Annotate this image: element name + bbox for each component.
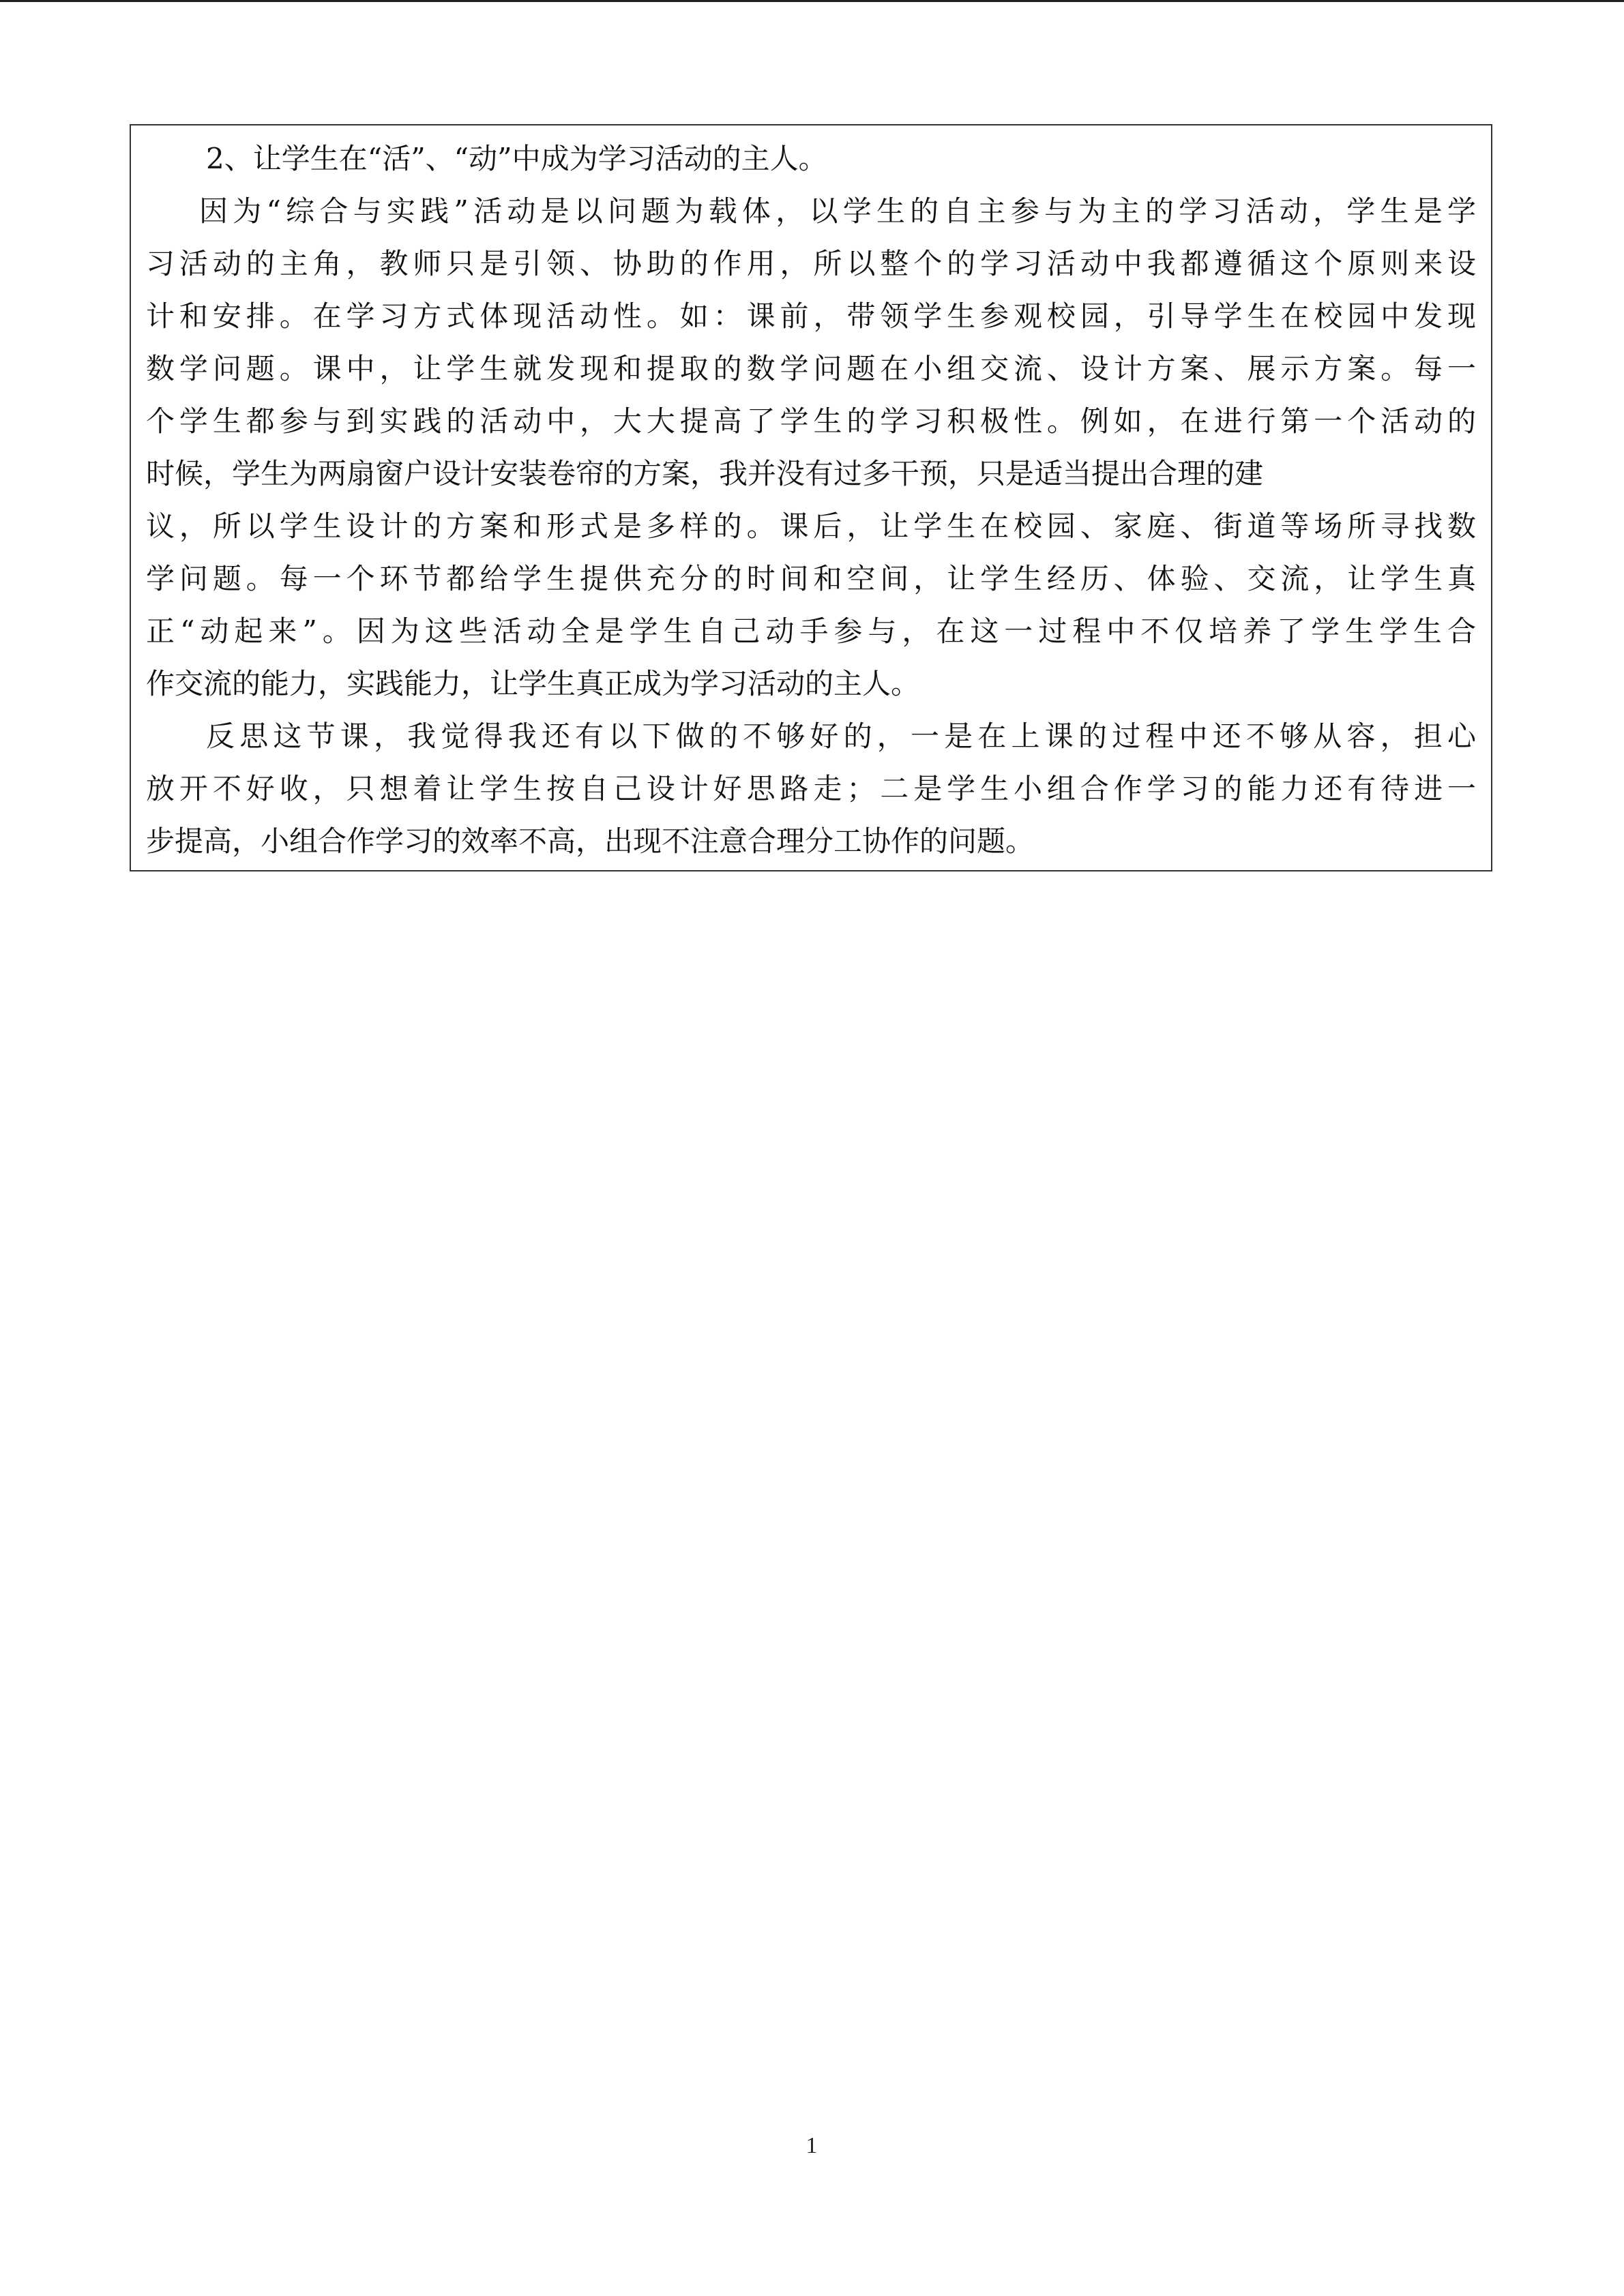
paragraph-line: 数学问题。课中，让学生就发现和提取的数学问题在小组交流、设计方案、展示方案。每一 (146, 352, 1476, 385)
paragraph-line: 计和安排。在学习方式体现活动性。如：课前，带领学生参观校园，引导学生在校园中发现 (146, 299, 1476, 333)
paragraph-line: 作交流的能力，实践能力，让学生真正成为学习活动的主人。 (146, 667, 920, 700)
paragraph-line: 议，所以学生设计的方案和形式是多样的。课后，让学生在校园、家庭、街道等场所寻找数 (146, 509, 1476, 543)
paragraph-line: 因为“综合与实践”活动是以问题为载体，以学生的自主参与为主的学习活动，学生是学 (199, 194, 1476, 228)
reflection-text-box (130, 124, 1492, 871)
section-heading: 2、让学生在“活”、“动”中成为学习活动的主人。 (206, 142, 827, 175)
page-top-border (0, 0, 1624, 2)
paragraph-line: 反思这节课，我觉得我还有以下做的不够好的，一是在上课的过程中还不够从容，担心 (206, 719, 1476, 753)
paragraph-line: 正“动起来”。因为这些活动全是学生自己动手参与，在这一过程中不仅培养了学生学生合 (146, 614, 1476, 648)
paragraph-line: 时候，学生为两扇窗户设计安装卷帘的方案，我并没有过多干预，只是适当提出合理的建 (146, 457, 1264, 490)
paragraph-line: 学问题。每一个环节都给学生提供充分的时间和空间，让学生经历、体验、交流，让学生真 (146, 562, 1476, 595)
paragraph-line: 步提高，小组合作学习的效率不高，出现不注意合理分工协作的问题。 (146, 824, 1035, 858)
paragraph-line: 习活动的主角，教师只是引领、协助的作用，所以整个的学习活动中我都遵循这个原则来设 (146, 247, 1476, 280)
paragraph-line: 个学生都参与到实践的活动中，大大提高了学生的学习积极性。例如，在进行第一个活动的 (146, 404, 1476, 438)
paragraph-line: 放开不好收，只想着让学生按自己设计好思路走；二是学生小组合作学习的能力还有待进一 (146, 772, 1476, 805)
page-number: 1 (806, 2133, 818, 2158)
